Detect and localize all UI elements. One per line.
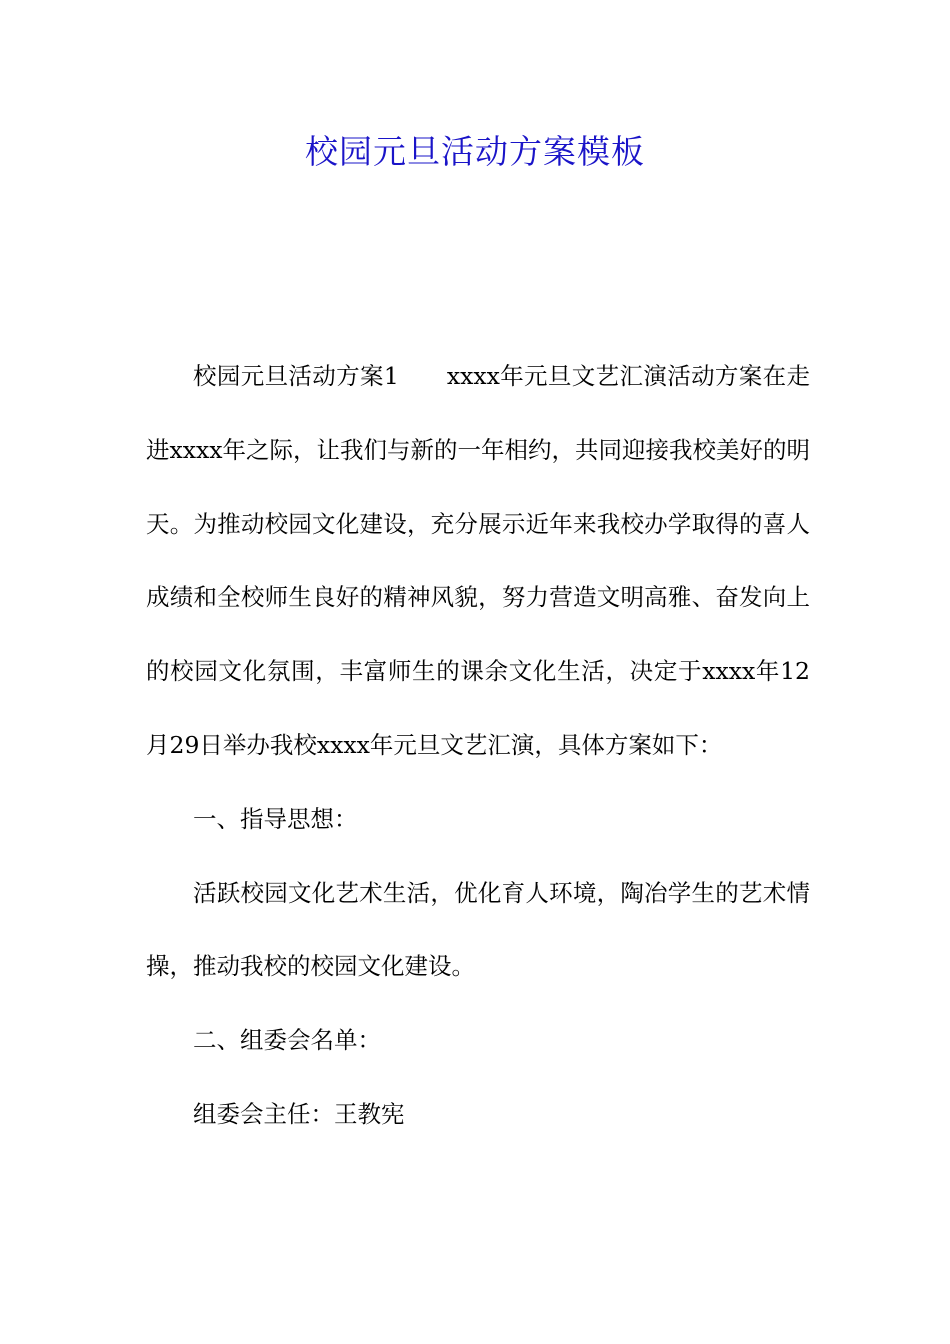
section-1-heading: 一、指导思想： <box>193 804 358 833</box>
section-1-paragraph: 活跃校园文化艺术生活，优化育人环境，陶冶学生的艺术情操，推动我校的校园文化建设。 <box>146 878 810 981</box>
intro-text: xxxx年元旦文艺汇演活动方案在走进xxxx年之际，让我们与新的一年相约，共同迎接我校美好的明天。为推动校园文化建设，充分展示近年来我校办学取得的喜人成绩和全校师生良好的精神风貌，努力营造文明高雅、奋发向上的校园文化氛围，丰富师生的课余文化生活，决定于xxxx年12月29日举办我校xxxx年元旦文艺汇演，具体方案如下： <box>146 362 811 759</box>
intro-heading: 校园元旦活动方案1 <box>193 362 399 390</box>
section-2-heading: 二、组委会名单： <box>193 1026 381 1055</box>
document-title: 校园元旦活动方案模板 <box>305 132 645 171</box>
intro-paragraph <box>146 340 810 783</box>
document-body <box>146 340 810 1152</box>
committee-director-line: 组委会主任：王教宪 <box>193 1099 405 1128</box>
